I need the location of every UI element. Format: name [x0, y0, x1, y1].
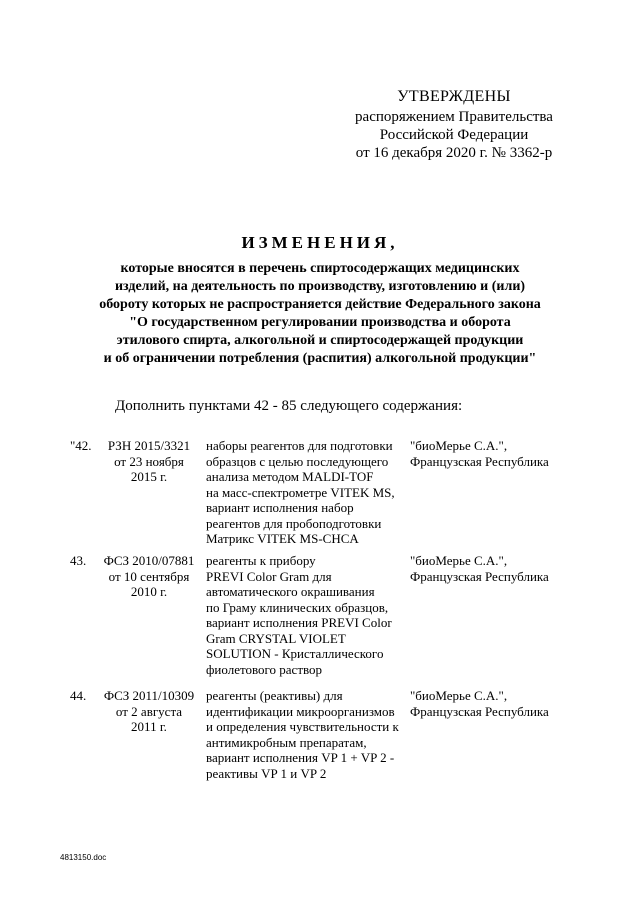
description-line: фиолетового раствор	[206, 661, 323, 677]
manufacturer-line: Французская Республика	[410, 703, 549, 719]
description-line: автоматического окрашивания	[206, 584, 375, 599]
entry-registration	[96, 438, 202, 485]
approval-date: от 16 декабря 2020 г. № 3362-р	[355, 145, 553, 161]
registration-line: ФСЗ 2011/10309	[103, 688, 195, 703]
entry-manufacturer	[410, 438, 590, 469]
description-line: анализа методом MALDI-TOF	[206, 469, 374, 484]
manufacturer-line: "биоМерье С.А.",	[410, 688, 508, 703]
document-subtitle	[60, 260, 580, 368]
description-line: реактивы VP 1 и VP 2	[206, 765, 327, 781]
subtitle-line: которые вносятся в перечень спиртосодержащих медицинских	[120, 261, 520, 276]
description-line: реагенты к прибору	[206, 553, 316, 568]
approval-line: распоряжением Правительства	[355, 109, 553, 125]
description-line: SOLUTION - Кристаллического	[206, 646, 384, 661]
document-title: ИЗМЕНЕНИЯ,	[241, 233, 399, 252]
entry-manufacturer	[410, 553, 590, 584]
description-line: наборы реагентов для подготовки	[206, 438, 393, 453]
manufacturer-line: "биоМерье С.А.",	[410, 438, 508, 453]
description-line: по Граму клинических образцов,	[206, 599, 389, 615]
entry-number: 44.	[70, 688, 87, 703]
registration-line: от 2 августа	[115, 703, 183, 719]
description-line: образцов с целью последующего	[206, 453, 389, 469]
description-line: Gram CRYSTAL VIOLET	[206, 630, 346, 646]
description-line: вариант исполнения VP 1 + VP 2 -	[206, 750, 395, 765]
description-line: на масс-спектрометре VITEK MS,	[206, 484, 395, 500]
registration-line: 2011 г.	[131, 719, 167, 734]
entry-description	[206, 438, 406, 547]
registration-line: от 23 ноября	[114, 453, 184, 469]
registration-line: РЗН 2015/3321	[107, 438, 191, 453]
manufacturer-line: Французская Республика	[410, 568, 549, 584]
description-line: идентификации микроорганизмов	[206, 703, 395, 719]
registration-line: от 10 сентября	[108, 568, 190, 584]
manufacturer-line: "биоМерье С.А.",	[410, 553, 508, 568]
entry-number: 43.	[70, 553, 87, 568]
registration-line: 2015 г.	[130, 469, 168, 484]
subtitle-line: "О государственном регулировании производства и оборота	[129, 315, 511, 330]
registration-line: 2010 г.	[130, 584, 168, 599]
entry-number: "42.	[70, 438, 92, 453]
approval-block	[330, 88, 578, 162]
description-line: реагентов для пробоподготовки	[206, 515, 382, 531]
approval-line: Российской Федерации	[379, 127, 529, 143]
entry-description	[206, 553, 406, 677]
registration-line: ФСЗ 2010/07881	[103, 553, 195, 568]
description-line: вариант исполнения PREVI Color	[206, 615, 392, 630]
description-line: антимикробным препаратам,	[206, 734, 367, 750]
entry-registration	[96, 553, 202, 600]
description-line: реагенты (реактивы) для	[206, 688, 343, 703]
entry-manufacturer	[410, 688, 590, 719]
subtitle-line: и об ограничении потребления (распития) алкогольной продукции"	[103, 351, 537, 366]
description-line: и определения чувствительности к	[206, 719, 399, 734]
intro-text: Дополнить пунктами 42 - 85 следующего содержания:	[115, 398, 463, 414]
entry-description	[206, 688, 406, 781]
approval-heading: УТВЕРЖДЕНЫ	[397, 88, 511, 105]
subtitle-line: этилового спирта, алкогольной и спиртосодержащей продукции	[116, 333, 524, 348]
entry-registration	[96, 688, 202, 735]
description-line: вариант исполнения набор	[206, 500, 354, 515]
manufacturer-line: Французская Республика	[410, 453, 549, 469]
subtitle-line: изделий, на деятельность по производству, изготовлению и (или)	[114, 279, 526, 294]
subtitle-line: обороту которых не распространяется действие Федерального закона	[99, 297, 541, 312]
description-line: Матрикс VITEK MS-CHCA	[206, 531, 359, 546]
footer-filename: 4813150.doc	[60, 853, 107, 862]
description-line: PREVI Color Gram для	[206, 568, 332, 584]
